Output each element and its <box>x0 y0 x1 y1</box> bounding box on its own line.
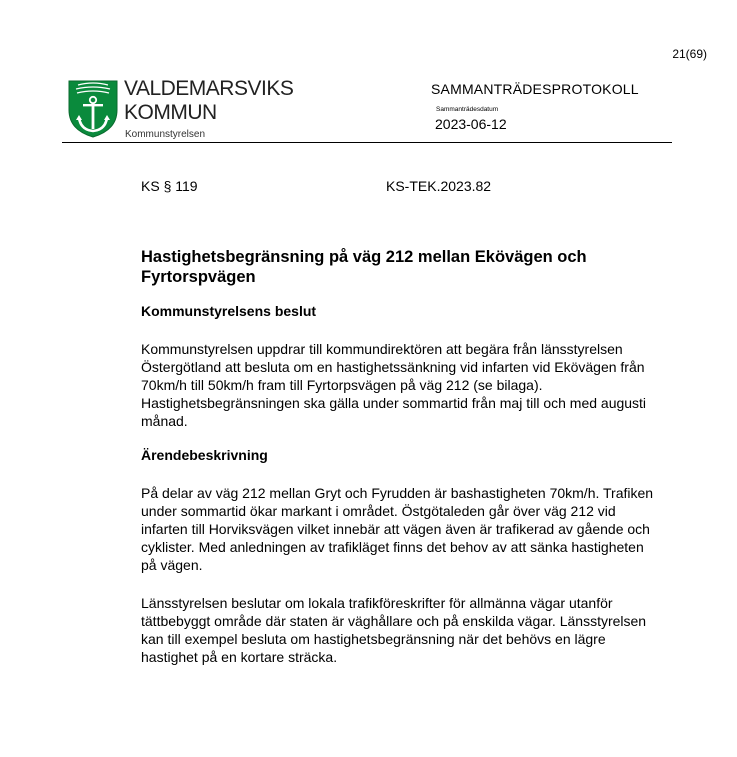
description-heading: Ärendebeskrivning <box>141 447 268 463</box>
meeting-date: 2023-06-12 <box>435 116 507 132</box>
document-title: Hastighetsbegränsning på väg 212 mellan Ekövägen och Fyrtorspvägen <box>141 248 587 286</box>
page-number: 21(69) <box>672 47 707 61</box>
header-divider <box>62 142 672 143</box>
document-type: SAMMANTRÄDESPROTOKOLL <box>431 81 639 97</box>
decision-heading: Kommunstyrelsens beslut <box>141 303 317 319</box>
org-name-line1: VALDEMARSVIKS <box>124 77 294 100</box>
description-paragraph-1: På delar av väg 212 mellan Gryt och Fyrudden är bashastigheten 70km/h. Trafiken under sommartid ökar markant i området. Östgötaleden går över väg 212 vid infarten till Horviksvägen vilket innebär att vägen även är trafikerad av gående och cyklister. Med anledningen av trafikläget finns det behov av att sänka hastigheten på vägen. <box>141 485 654 573</box>
paragraph-reference: KS § 119 <box>141 178 198 194</box>
case-number: KS-TEK.2023.82 <box>386 178 492 194</box>
description-paragraph-2: Länsstyrelsen beslutar om lokala trafikföreskrifter för allmänna vägar utanför tättbebyggt område där staten är väghållare och på enskilda vägar. Länsstyrelsen kan till exempel besluta om hastighetsbegränsning när det behövs en lägre hastighet på en kortare sträcka. <box>141 595 647 665</box>
org-name-line2: KOMMUN <box>124 101 217 124</box>
org-department: Kommunstyrelsen <box>125 129 206 140</box>
coat-of-arms-logo <box>68 80 118 138</box>
meeting-date-label: Sammanträdesdatum <box>436 106 499 113</box>
decision-text: Kommunstyrelsen uppdrar till kommundirektören att begära från länsstyrelsen Östergötland att besluta om en hastighetssänkning vid infarten vid Ekövägen från 70km/h till 50km/h fram till Fyrtorpsvägen på väg 212 (se bilaga). Hastighetsbegränsningen ska gälla under sommartid från maj till och med augusti månad. <box>141 341 647 429</box>
document-body <box>141 247 661 666</box>
